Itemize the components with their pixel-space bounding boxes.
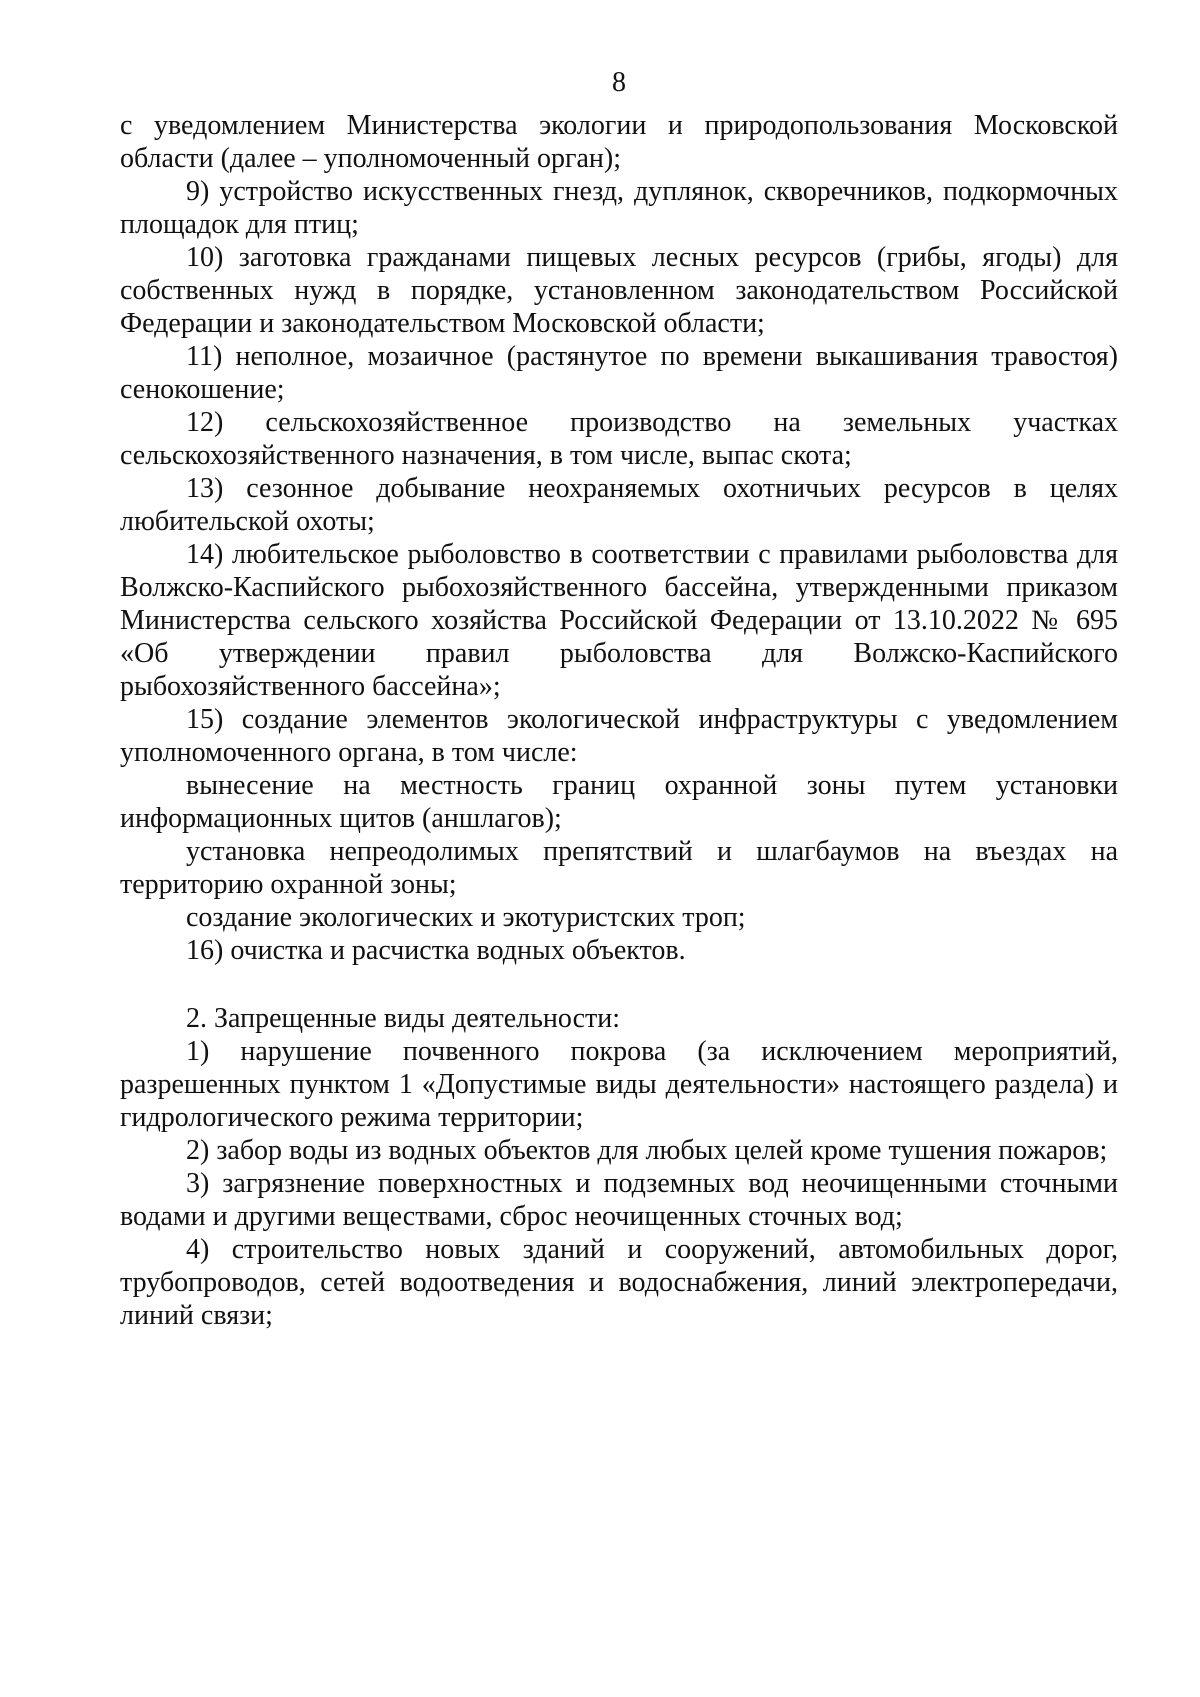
list-item: 3) загрязнение поверхностных и подземных вод неочищенными сточными водами и другими веществами, сброс неочищенных сточных вод; — [120, 1168, 1118, 1232]
list-item: 13) сезонное добывание неохраняемых охотничьих ресурсов в целях любительской охоты; — [120, 473, 1118, 537]
lead-paragraph: с уведомлением Министерства экологии и природопользования Московской области (далее – уполномоченный орган); — [120, 110, 1118, 174]
list-item: вынесение на местность границ охранной зоны путем установки информационных щитов (аншлагов); — [120, 770, 1118, 834]
page-number: 8 — [612, 67, 626, 98]
section-heading: 2. Запрещенные виды деятельности: — [186, 1003, 621, 1034]
list-item: 11) неполное, мозаичное (растянутое по времени выкашивания травостоя) сенокошение; — [120, 341, 1118, 405]
list-item: 9) устройство искусственных гнезд, дуплянок, скворечников, подкормочных площадок для птиц; — [120, 176, 1118, 240]
list-item: создание экологических и экотуристских троп; — [186, 902, 746, 933]
list-item: 15) создание элементов экологической инфраструктуры с уведомлением уполномоченного органа, в том числе: — [120, 704, 1118, 768]
list-item: 14) любительское рыболовство в соответствии с правилами рыболовства для Волжско-Каспийского рыбохозяйственного бассейна, утвержденными приказом Министерства сельского хозяйства Российской Федерации от 13.10.2022 № 695 «Об утверждении правил рыболовства для Волжско-Каспийского рыбохозяйственного бассейна»; — [120, 539, 1118, 702]
list-item: 10) заготовка гражданами пищевых лесных ресурсов (грибы, ягоды) для собственных нужд в порядке, установленном законодательством Российской Федерации и законодательством Московской области; — [120, 242, 1118, 339]
list-item: 4) строительство новых зданий и сооружений, автомобильных дорог, трубопроводов, сетей водоотведения и водоснабжения, линий электропередачи, линий связи; — [120, 1234, 1118, 1331]
section-gap — [120, 969, 1118, 1002]
list-item: 12) сельскохозяйственное производство на земельных участках сельскохозяйственного назначения, в том числе, выпас скота; — [120, 407, 1118, 471]
list-item: 16) очистка и расчистка водных объектов. — [186, 935, 686, 966]
list-item: 2) забор воды из водных объектов для любых целей кроме тушения пожаров; — [186, 1135, 1108, 1166]
list-item: 1) нарушение почвенного покрова (за исключением мероприятий, разрешенных пунктом 1 «Допустимые виды деятельности» настоящего раздела) и гидрологического режима территории; — [120, 1036, 1118, 1133]
list-item: установка непреодолимых препятствий и шлагбаумов на въездах на территорию охранной зоны; — [120, 836, 1118, 900]
